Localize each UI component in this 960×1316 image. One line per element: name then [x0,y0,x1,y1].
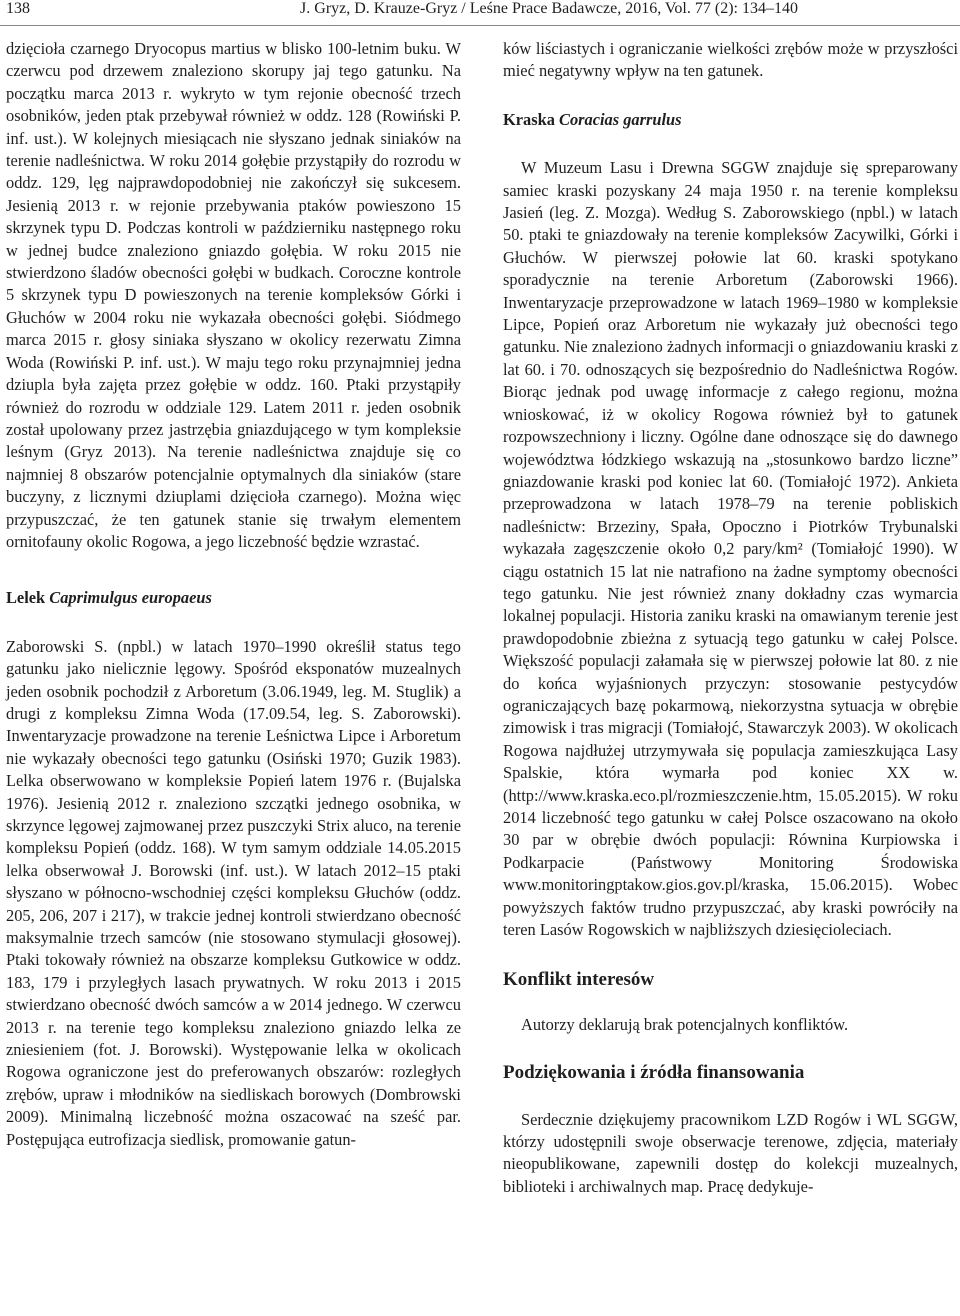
header-rule [0,25,960,26]
section-heading-thanks: Podziękowania i źródła finansowania [503,1062,805,1084]
body-paragraph: W Muzeum Lasu i Drewna SGGW znajduje się spreparowany samiec kraski pozyskany 24 maja 1950 r. na terenie kompleksu Jasień (leg. Z. Mozga). Według S. Zaborowskiego (npbl.) w latach 50. ptaki te gniazdowały na terenie kompleksów Zacywilki, Górki i Głuchów. W pierwszej połowie lat 60. kraski spotykano sporadycznie na terenie Arboretum (Zaborowski 1966). Inwentaryzacje przeprowadzone w latach 1969–1980 w kompleksie Lipce, Popień oraz Arboretum nie wykazały już obecności tego gatunku. Nie znaleziono żadnych informacji o gniazdowaniu kraski z lat 60. i 70. odnoszących się bezpośrednio do Nadleśnictwa Rogów. Biorąc jednak pod uwagę informacje z całego regionu, można wnioskować, iż w okolicy Rogowa również był to gatunek rozpowszechniony i liczny. Ogólne dane odnoszące się do dawnego województwa łódzkiego wskazują na „stosunkowo bardzo liczne” gniazdowanie kraski pod koniec lat 60. (Tomiałojć 1972). Ankieta przeprowadzona w latach 1978–79 na terenie pobliskich nadleśnictw: Brzeziny, Spała, Opoczno i Piotrków Trybunalski wykazała zagęszczenie około 0,2 pary/km² (Tomiałojć 1990). W ciągu ostatnich 15 lat nie natrafiono na żadne symptomy obecności tego gatunku. Nie jest również znany dokładny czas wymarcia lokalnej populacji. Historia zaniku kraski na omawianym terenie jest prawdopodobnie zbieżna z sytuacją tego gatunku w całej Polsce. Większość populacji załamała się w pierwszej połowie lat 80. z nie do końca wyjaśnionych przyczyn: stosowanie pestycydów ograniczających bazę pokarmową, niekorzystna sytuacja w obrębie zimowisk i tras migracji (Tomiałojć, Stawarczyk 2003). W okolicach Rogowa najdłużej utrzymywała się populacja zamieszkująca Lasy Spalskie, która wymarła pod koniec XX w. (http://www.kraska.eco.pl/rozmieszczenie.htm, 15.05.2015). W roku 2014 liczebność tego gatunku w całej Polsce oszacowano na około 30 par w obrębie dwóch populacji: Równina Kurpiowska i Podkarpacie (Państwowy Monitoring Środowiska www.monitoringptakow.gios.gov.pl/kraska, 15.06.2015). Wobec powyższych faktów trudno przypuszczać, aby kraski powróciły na teren Lasów Rogowskich w najbliższych dziesięcioleciach. [503,158,958,940]
body-paragraph: Serdecznie dziękujemy pracownikom LZD Rogów i WL SGGW, którzy udostępnili swoje obserwacje terenowe, zdjęcia, materiały nieopublikowane, zapewnili dostęp do kolekcji muzealnych, biblioteki i archiwalnych map. Pracę dedykuje- [503,1109,958,1196]
running-title: J. Gryz, D. Krauze-Gryz / Leśne Prace Badawcze, 2016, Vol. 77 (2): 134–140 [300,0,798,17]
body-paragraph: Autorzy deklarują brak potencjalnych konfliktów. [521,1014,849,1034]
body-paragraph: dzięcioła czarnego Dryocopus martius w blisko 100-letnim buku. W czerwcu pod drzewem znaleziono skorupy jaj tego gatunku. Na początku marca 2013 r. wykryto w tym rejonie obecność trzech osobników, jeden ptak przebywał również w oddz. 128 (Rowiński P. inf. ust.). W kolejnych miesiącach nie słyszano jednak siniaków na terenie nadleśnictwa. W roku 2014 gołębie przystąpiły do rozrodu w oddz. 129, lęg najprawdopodobniej nie zakończył się sukcesem. Jesienią 2013 r. w rejonie przebywania ptaków powieszono 15 skrzynek typu D. Podczas kontroli w październiku następnego roku w jednej budce znaleziono gniazdo gołębia. W roku 2015 nie stwierdzono śladów obecności gołębi w budkach. Coroczne kontrole 5 skrzynek typu D powieszonych na terenie kompleksów Górki i Głuchów w 2004 roku nie wykazała obecności gołębi. Siódmego marca 2015 r. głosy siniaka słyszano w okolicy rezerwatu Zimna Woda (Rowiński P. inf. ust.). W maju tego roku przynajmniej jedna dziupla była zajęta przez gołębie w oddz. 160. Ptaki przystąpiły również do rozrodu w oddziale 129. Latem 2011 r. jeden osobnik został upolowany przez jastrzębia gniazdującego w tym kompleksie leśnym (Gryz 2013). Na terenie nadleśnictwa znajduje się co najmniej 8 obszarów potencjalnie optymalnych dla siniaków (stare buczyny, z licznymi dziuplami dzięcioła czarnego). Można więc przypuszczać, że ten gatunek stanie się trwałym elementem ornitofauny okolic Rogowa, a jego liczebność będzie wzrastać. [6,39,461,551]
right-column [503,38,958,1198]
species-name: Coracias garrulus [559,109,682,129]
page-header [0,0,960,24]
species-name: Caprimulgus europaeus [49,588,212,608]
page-number: 138 [6,0,30,17]
section-heading-lelek: Lelek Caprimulgus europaeus [6,588,212,608]
body-paragraph: ków liściastych i ograniczanie wielkości zrębów może w przyszłości mieć negatywny wpływ na ten gatunek. [503,39,958,81]
body-paragraph: Zaborowski S. (npbl.) w latach 1970–1990 określił status tego gatunku jako nielicznie lęgowy. Spośród eksponatów muzealnych jeden osobnik pochodził z Arboretum (3.06.1949, leg. M. Stuglik) a drugi z kompleksu Zimna Woda (17.09.54, leg. S. Zaborowski). Inwentaryzacje prowadzone na terenie Leśnictwa Lipce i Arboretum nie wykazały obecności tego gatunku (Osiński 1970; Guzik 1983). Lelka obserwowano w kompleksie Popień latem 1976 r. (Bujalska 1976). Jesienią 2012 r. znaleziono szczątki jednego osobnika, w skrzynce lęgowej zajmowanej przez puszczyki Strix aluco, na terenie kompleksu Popień (oddz. 168). W tym samym oddziale 14.05.2015 lelka obserwował J. Borowski (inf. ust.). W latach 2012–15 ptaki słyszano w północno-wschodniej części kompleksu Głuchów (oddz. 205, 206, 207 i 217), w trakcie jednej kontroli stwierdzano obecność maksymalnie trzech samców (nie stosowano stymulacji głosowej). Ptaki tokowały również na obszarze kompleksu Gutkowice w oddz. 183, 179 i przyległych lasach prywatnych. W roku 2013 i 2015 stwierdzano obecność dwóch samców a w 2014 jednego. W czerwcu 2013 r. na terenie tego kompleksu znaleziono gniazdo lelka ze zniesieniem (fot. J. Borowski). Występowanie lelka w okolicach Rogowa ograniczone jest do preferowanych obszarów: rozległych zrębów, upraw i młodników na siedliskach borowych (Dombrowski 2009). Minimalną liczebność można oszacować na sześć par. Postępująca eutrofizacja siedlisk, promowanie gatun- [6,636,461,1149]
left-column [6,38,461,1151]
section-heading-kraska: Kraska Coracias garrulus [503,109,682,129]
section-heading-conflict: Konflikt interesów [503,969,655,991]
